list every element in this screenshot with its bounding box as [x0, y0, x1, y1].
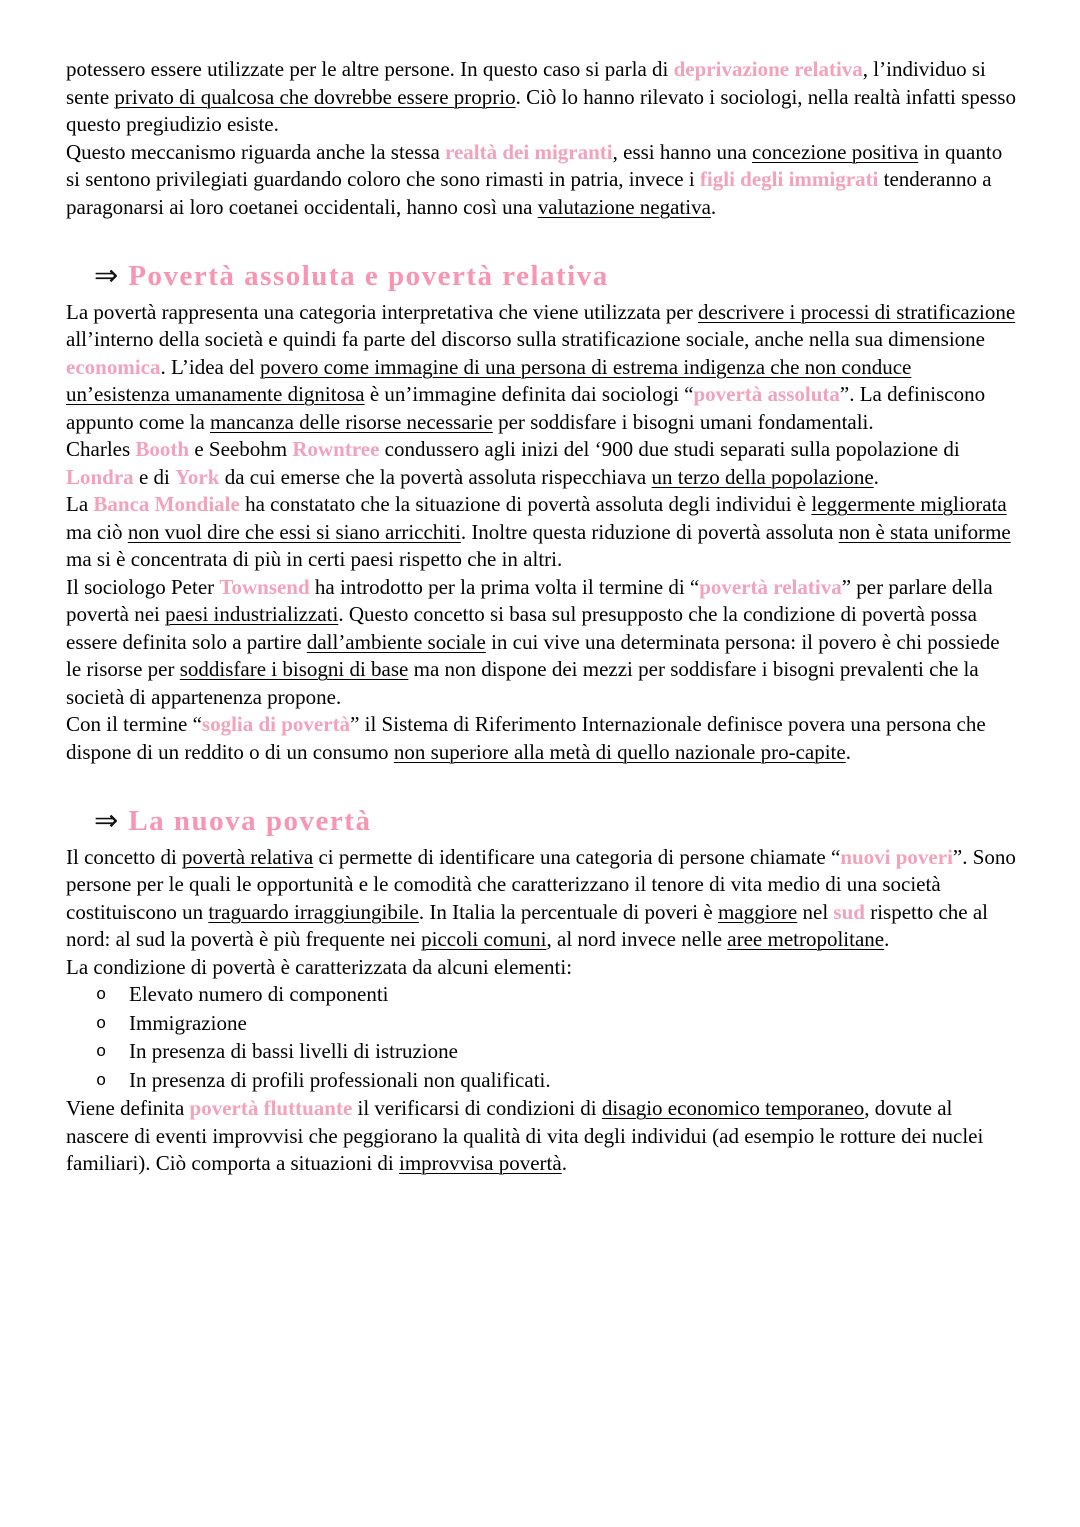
text-run: ha introdotto per la prima volta il termine di “: [309, 574, 700, 599]
underlined-text: traguardo irraggiungibile: [208, 899, 419, 924]
highlighted-term: figli degli immigrati: [699, 167, 879, 191]
underlined-text: dall’ambiente sociale: [306, 629, 486, 654]
highlighted-term: Londra: [66, 464, 134, 489]
underlined-text: povertà relativa: [182, 844, 314, 869]
highlighted-term: Banca Mondiale: [93, 492, 240, 516]
text-run: . Questo concetto si basa sul presupposto che la condizione di povertà possa essere definita solo a partire: [66, 602, 977, 654]
text-run: e di: [133, 464, 176, 489]
underlined-text: aree metropolitane: [727, 927, 885, 951]
text-run: ma ciò: [66, 519, 128, 544]
highlighted-term: soglia di povertà: [201, 712, 351, 736]
bullet-marker-icon: o: [96, 1071, 107, 1091]
text-run: potessero essere utilizzate per le altre persone. In questo caso si parla di: [66, 57, 674, 81]
paragraph: [66, 844, 1018, 954]
paragraph: [66, 436, 1018, 491]
section-heading-text: La nuova povertà: [128, 805, 372, 837]
text-run: ” per parlare della povertà nei: [66, 574, 993, 626]
text-run: e Seebohm: [189, 437, 293, 461]
underlined-text: disagio economico temporaneo: [601, 1096, 865, 1120]
text-run: Viene definita: [66, 1096, 190, 1120]
highlighted-term: povertà relativa: [699, 574, 842, 599]
text-run: ”. Sono persone per le quali le opportunità e le comodità che caratterizzano il tenore di vita medio di una società costituiscono un: [66, 844, 1016, 924]
underlined-text: non vuol dire che essi si siano arricchiti: [127, 519, 461, 544]
text-run: da cui emerse che la povertà assoluta rispecchiava: [219, 464, 652, 489]
underlined-text: leggermente migliorata: [811, 492, 1007, 516]
paragraph: [66, 574, 1018, 712]
highlighted-term: Booth: [135, 437, 190, 461]
underlined-text: concezione positiva: [752, 139, 919, 164]
bullet-text: In presenza di profili professionali non qualificati.: [129, 1067, 551, 1092]
text-run: . Ciò lo hanno rilevato i sociologi, nella realtà infatti spesso questo pregiudizio esiste.: [66, 84, 1016, 136]
bullet-item: [66, 1010, 1018, 1039]
text-run: ma non dispone dei mezzi per soddisfare i bisogni prevalenti che la società di appartenenza propone.: [66, 657, 979, 709]
text-run: è un’immagine definita dai sociologi “: [364, 382, 694, 406]
text-run: ”. La definiscono appunto come la: [66, 382, 986, 434]
arrow-icon: ⇒: [94, 260, 119, 292]
underlined-text: paesi industrializzati: [165, 602, 339, 626]
highlighted-term: sud: [833, 899, 865, 924]
text-run: all’interno della società e quindi fa parte del discorso sulla stratificazione sociale, anche nella sua dimensione: [66, 327, 985, 351]
text-run: . Inoltre questa riduzione di povertà assoluta: [460, 519, 839, 544]
text-run: Charles: [66, 437, 136, 461]
underlined-text: non è stata uniforme: [838, 519, 1011, 544]
text-run: .: [884, 927, 890, 951]
underlined-text: piccoli comuni: [421, 927, 547, 951]
text-run: ha constatato che la situazione di povertà assoluta degli individui è: [239, 492, 812, 516]
text-run: .: [561, 1151, 567, 1175]
section-heading: [66, 260, 1018, 293]
underlined-text: privato di qualcosa che dovrebbe essere proprio: [114, 84, 516, 109]
underlined-text: descrivere i processi di stratificazione: [698, 299, 1016, 324]
paragraph: [66, 711, 1018, 766]
text-run: .: [845, 739, 851, 764]
paragraph: [66, 1095, 1018, 1178]
text-run: .: [710, 194, 717, 219]
document-body: [66, 56, 1018, 1178]
underlined-text: un terzo della popolazione: [651, 464, 874, 489]
underlined-text: povero come immagine di una persona di estrema indigenza che non conduce un’esistenza umanamente dignitosa: [66, 354, 912, 406]
text-run: in quanto si sentono privilegiati guardando coloro che sono rimasti in patria, invece i: [66, 139, 1003, 191]
paragraph: [66, 299, 1018, 437]
bullet-item: [66, 981, 1018, 1010]
text-run: , dovute al nascere di eventi improvvisi che peggiorano la qualità di vita degli individui (ad esempio le rotture dei nuclei familiari). Ciò comporta a situazioni di: [66, 1096, 984, 1175]
text-run: ma si è concentrata di più in certi paesi rispetto che in altri.: [66, 547, 563, 571]
text-run: , al nord invece nelle: [546, 927, 728, 951]
text-run: , l’individuo si sente: [66, 57, 986, 109]
paragraph: [66, 56, 1018, 139]
text-run: La: [66, 492, 94, 516]
underlined-text: improvvisa povertà: [399, 1151, 562, 1175]
highlighted-term: realtà dei migranti: [445, 139, 613, 164]
text-run: , essi hanno una: [612, 139, 753, 164]
bullet-marker-icon: o: [96, 986, 107, 1005]
highlighted-term: economica: [66, 354, 161, 379]
bullet-item: [66, 1038, 1018, 1067]
text-run: Questo meccanismo riguarda anche la stessa: [66, 139, 446, 164]
highlighted-term: povertà assoluta: [693, 382, 840, 406]
highlighted-term: Rowntree: [292, 437, 380, 461]
text-run: Il concetto di: [66, 844, 183, 869]
text-run: rispetto che al nord: al sud la povertà è più frequente nei: [66, 899, 988, 951]
text-run: La condizione di povertà è caratterizzata da alcuni elementi:: [66, 954, 573, 979]
bullet-text: Elevato numero di componenti: [129, 982, 389, 1006]
highlighted-term: deprivazione relativa: [673, 57, 863, 81]
paragraph: [66, 139, 1018, 222]
text-run: Il sociologo Peter: [66, 574, 220, 599]
text-run: in cui vive una determinata persona: il povero è chi possiede le risorse per: [66, 629, 1000, 681]
underlined-text: mancanza delle risorse necessarie: [210, 409, 493, 434]
bullet-marker-icon: o: [96, 1043, 107, 1062]
underlined-text: valutazione negativa: [537, 194, 711, 219]
paragraph: [66, 954, 1018, 982]
text-run: . L’idea del: [160, 354, 261, 379]
bullet-text: In presenza di bassi livelli di istruzione: [129, 1039, 458, 1063]
section-heading-text: Povertà assoluta e povertà relativa: [128, 260, 609, 292]
highlighted-term: Townsend: [219, 574, 310, 599]
bullet-marker-icon: o: [96, 1014, 107, 1034]
highlighted-term: nuovi poveri: [840, 844, 953, 869]
text-run: Con il termine “: [66, 712, 202, 736]
text-run: .: [873, 464, 879, 489]
text-run: il verificarsi di condizioni di: [352, 1096, 602, 1120]
underlined-text: soddisfare i bisogni di base: [179, 657, 409, 681]
highlighted-term: povertà fluttuante: [189, 1096, 353, 1120]
text-run: ci permette di identificare una categoria di persone chiamate “: [313, 844, 841, 869]
text-run: nel: [797, 899, 834, 924]
text-run: . In Italia la percentuale di poveri è: [418, 899, 718, 924]
section-heading: [66, 805, 1018, 838]
bullet-item: [66, 1067, 1018, 1096]
paragraph: [66, 491, 1018, 574]
underlined-text: non superiore alla metà di quello nazionale pro-capite: [393, 739, 846, 764]
text-run: per soddisfare i bisogni umani fondamentali.: [492, 409, 874, 434]
text-run: ” il Sistema di Riferimento Internazionale definisce povera una persona che dispone di un reddito o di un consumo: [66, 712, 986, 764]
highlighted-term: York: [175, 464, 220, 489]
text-run: La povertà rappresenta una categoria interpretativa che viene utilizzata per: [66, 299, 698, 324]
text-run: tenderanno a paragonarsi ai loro coetanei occidentali, hanno così una: [66, 167, 992, 219]
text-run: condussero agli inizi del ‘900 due studi separati sulla popolazione di: [379, 437, 960, 461]
underlined-text: maggiore: [717, 899, 798, 924]
bullet-text: Immigrazione: [129, 1010, 247, 1035]
arrow-icon: ⇒: [94, 805, 119, 837]
